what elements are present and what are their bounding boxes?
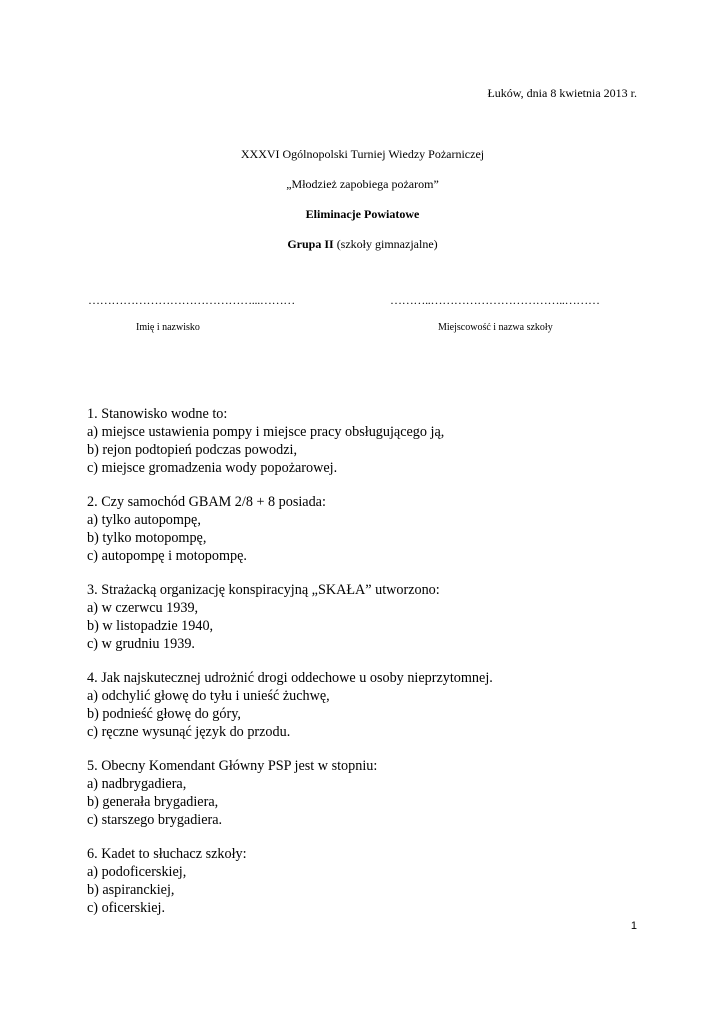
answer-option: c) autopompę i motopompę.: [87, 548, 247, 564]
question-5: [87, 757, 647, 829]
question-text: 3. Strażacką organizację konspiracyjną „SKAŁA” utworzono:: [87, 582, 440, 598]
answer-option: b) rejon podtopień podczas powodzi,: [87, 442, 297, 458]
question-text: 6. Kadet to słuchacz szkoły:: [87, 846, 247, 862]
group-line: [0, 237, 725, 252]
answer-option: c) ręczne wysunąć język do przodu.: [87, 724, 291, 740]
answer-option: a) miejsce ustawienia pompy i miejsce pracy obsługującego ją,: [87, 424, 445, 440]
question-4: [87, 669, 647, 741]
question-6: [87, 845, 647, 917]
question-2: [87, 493, 647, 565]
group-description: (szkoły gimnazjalne): [333, 237, 438, 251]
answer-option: c) oficerskiej.: [87, 900, 165, 916]
answer-option: a) nadbrygadiera,: [87, 776, 187, 792]
tournament-title: XXXVI Ogólnopolski Turniej Wiedzy Pożarniczej: [240, 147, 485, 161]
answer-option: a) odchylić głowę do tyłu i unieść żuchwę,: [87, 688, 330, 704]
question-text: 4. Jak najskutecznej udrożnić drogi oddechowe u osoby nieprzytomnej.: [87, 670, 493, 686]
tournament-motto: „Młodzież zapobiega pożarom”: [286, 177, 439, 191]
answer-option: b) w listopadzie 1940,: [87, 618, 214, 634]
question-1: [87, 405, 647, 477]
answer-option: a) tylko autopompę,: [87, 512, 201, 528]
date-line: Łuków, dnia 8 kwietnia 2013 r.: [487, 86, 637, 100]
question-list: [87, 405, 647, 933]
answer-option: c) miejsce gromadzenia wody popożarowej.: [87, 460, 338, 476]
question-text: 1. Stanowisko wodne to:: [87, 406, 228, 422]
answer-option: a) w czerwcu 1939,: [87, 600, 199, 616]
answer-option: c) starszego brygadiera.: [87, 812, 223, 828]
answer-option: c) w grudniu 1939.: [87, 636, 195, 652]
question-text: 5. Obecny Komendant Główny PSP jest w stopniu:: [87, 758, 378, 774]
answer-option: b) aspiranckiej,: [87, 882, 175, 898]
name-field-line[interactable]: ……………………………………...………: [88, 293, 296, 307]
name-field-label: Imię i nazwisko: [136, 322, 200, 333]
group-label: Grupa II: [287, 237, 334, 251]
answer-option: b) podnieść głowę do góry,: [87, 706, 241, 722]
question-text: 2. Czy samochód GBAM 2/8 + 8 posiada:: [87, 494, 326, 510]
question-3: [87, 581, 647, 653]
school-field-label: Miejscowość i nazwa szkoły: [438, 322, 553, 333]
stage-title: Eliminacje Powiatowe: [305, 207, 420, 221]
answer-option: a) podoficerskiej,: [87, 864, 187, 880]
school-field-line[interactable]: ………..……………………………..………: [390, 293, 600, 307]
answer-option: b) generała brygadiera,: [87, 794, 219, 810]
answer-option: b) tylko motopompę,: [87, 530, 207, 546]
page-number: 1: [630, 920, 637, 932]
